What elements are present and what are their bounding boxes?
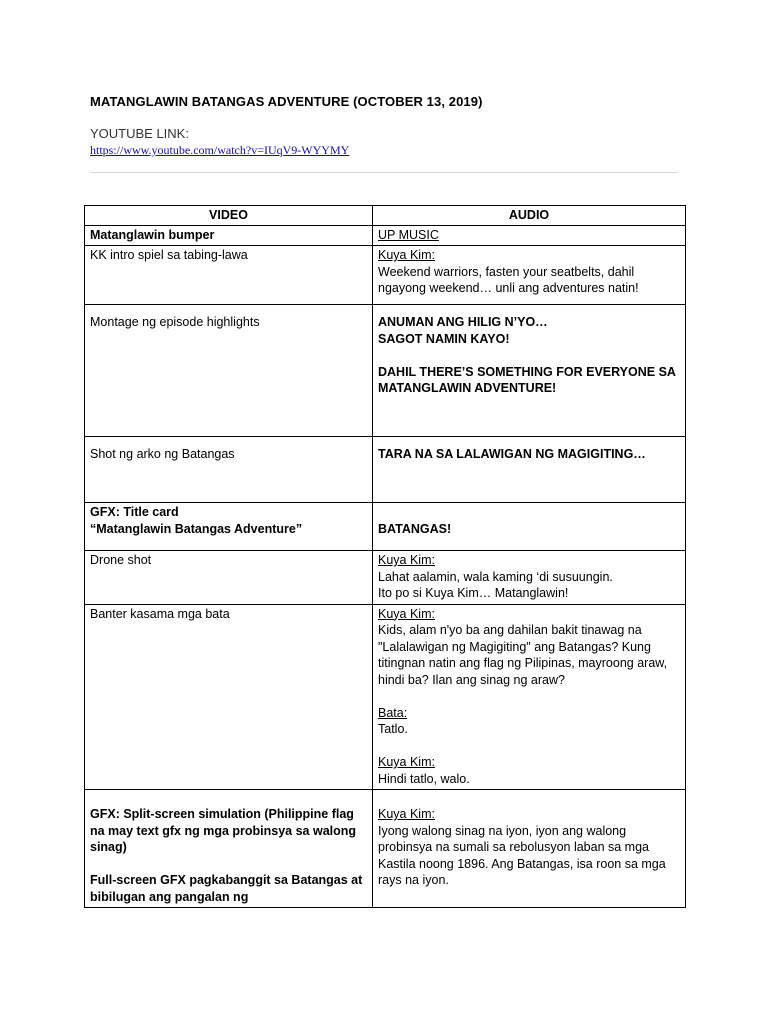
video-text: GFX: Title card: [90, 505, 179, 519]
table-row: [85, 790, 686, 908]
video-text: “Matanglawin Batangas Adventure”: [90, 521, 303, 536]
speaker-label: Kuya Kim:: [378, 606, 435, 621]
speaker-label: Kuya Kim:: [378, 553, 435, 567]
audio-cell: [373, 604, 686, 790]
video-text: Full-screen GFX pagkabanggit sa Batangas at bibilugan ang pangalan ng: [90, 873, 363, 904]
audio-cell: [373, 790, 686, 908]
video-column-header: VIDEO: [85, 206, 373, 226]
audio-bold-line: DAHIL THERE’S SOMETHING FOR EVERYONE SA MATANGLAWIN ADVENTURE!: [378, 364, 676, 395]
video-text: Drone shot: [90, 553, 152, 567]
audio-line: Hindi tatlo, walo.: [378, 771, 470, 786]
audio-bold-line: SAGOT NAMIN KAYO!: [378, 331, 510, 346]
video-cell: [85, 551, 373, 605]
script-table: [84, 205, 686, 908]
table-row: [85, 437, 686, 503]
horizontal-divider: [90, 172, 678, 173]
video-text: KK intro spiel sa tabing-lawa: [90, 248, 248, 262]
audio-line: Kids, alam n'yo ba ang dahilan bakit tinawag na "Lalalawigan ng Magigiting" ang Batangas? Kung titingnan natin ang flag ng Pilipinas, mayroong araw, hindi ba? Ilan ang sinag ng araw?: [378, 623, 668, 687]
audio-cell: [373, 305, 686, 437]
audio-bold-line: BATANGAS!: [378, 521, 452, 536]
table-header-row: [85, 206, 686, 226]
audio-cell: [373, 437, 686, 503]
audio-line: Ito po si Kuya Kim… Matanglawin!: [378, 586, 569, 600]
audio-cue: UP MUSIC: [378, 227, 439, 242]
audio-column-header: AUDIO: [373, 206, 686, 226]
speaker-label: Kuya Kim:: [378, 755, 435, 769]
audio-cell: [373, 246, 686, 305]
audio-line: Tatlo.: [378, 722, 408, 736]
audio-bold-line: ANUMAN ANG HILIG N’YO…: [378, 315, 548, 329]
speaker-label: Kuya Kim:: [378, 248, 435, 262]
video-cell: [85, 790, 373, 908]
video-text: Shot ng arko ng Batangas: [90, 447, 235, 461]
audio-line: Iyong walong sinag na iyon, iyon ang walong probinsya na sumali sa rebolusyon laban sa mga Kastila noong 1896. Ang Batangas, isa roon sa mga rays na iyon.: [378, 823, 666, 887]
video-cell: [85, 305, 373, 437]
audio-line: Weekend warriors, fasten your seatbelts, dahil ngayong weekend… unli ang adventures natin!: [378, 264, 639, 295]
table-row: [85, 604, 686, 790]
speaker-label: Bata:: [378, 705, 408, 720]
video-text: Montage ng episode highlights: [90, 315, 260, 329]
video-text: GFX: Split-screen simulation (Philippine flag na may text gfx ng mga probinsya sa walong sinag): [90, 807, 357, 854]
video-cell: [85, 246, 373, 305]
youtube-link[interactable]: https://www.youtube.com/watch?v=IUqV9-WYYMY: [90, 143, 350, 157]
table-row: [85, 246, 686, 305]
speaker-label: Kuya Kim:: [378, 807, 435, 821]
video-cell: [85, 225, 373, 246]
video-cell: [85, 503, 373, 551]
audio-bold-line: TARA NA SA LALAWIGAN NG MAGIGITING…: [378, 447, 646, 461]
youtube-link-label: YOUTUBE LINK:: [90, 126, 189, 141]
audio-cell: [373, 551, 686, 605]
table-row: [85, 225, 686, 246]
video-text: Matanglawin bumper: [90, 227, 215, 242]
audio-cell: [373, 503, 686, 551]
video-text: Banter kasama mga bata: [90, 606, 230, 621]
table-row: [85, 305, 686, 437]
table-row: [85, 503, 686, 551]
audio-cell: [373, 225, 686, 246]
audio-line: Lahat aalamin, wala kaming ‘di susuungin.: [378, 569, 613, 584]
video-cell: [85, 604, 373, 790]
table-row: [85, 551, 686, 605]
video-cell: [85, 437, 373, 503]
document-title: MATANGLAWIN BATANGAS ADVENTURE (OCTOBER 13, 2019): [90, 94, 483, 109]
